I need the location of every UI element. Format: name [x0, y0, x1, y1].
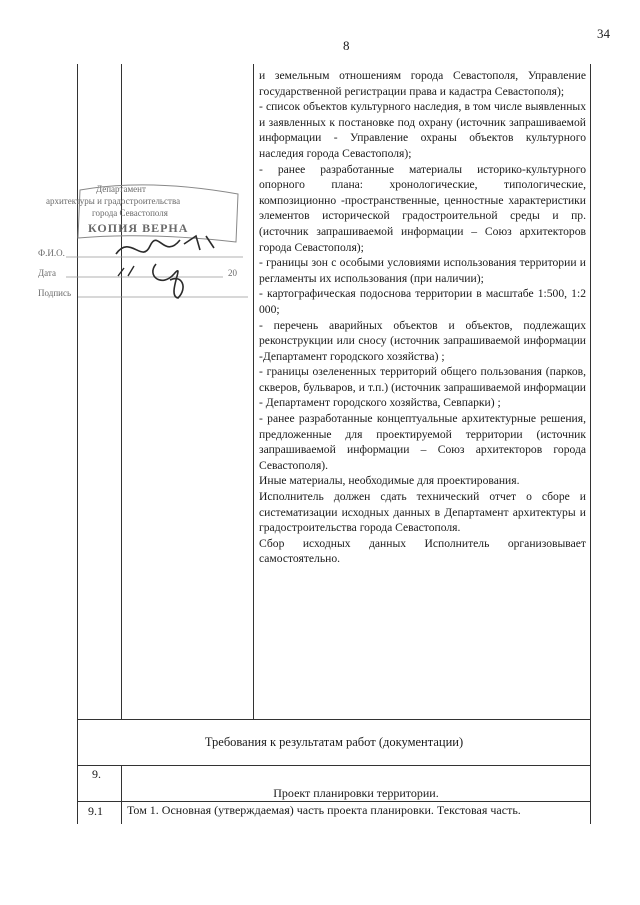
stamp-date-label: Дата	[38, 268, 56, 278]
page-number-top-right: 34	[597, 26, 610, 41]
row-9-1-text: Том 1. Основная (утверждаемая) часть проекта планировки. Текстовая часть.	[127, 803, 521, 817]
paragraph: - ранее разработанные материалы историко-культурного опорного плана: хронологические, типологические, композиционно -пространственные, ценностные характеристики элементов исторической градостроительной среды и пр. (источник запрашиваемой информации – Союз архитекторов города Севастополя);	[259, 162, 586, 254]
row-9-1-number: 9.1	[88, 804, 103, 818]
page-number-center: 8	[343, 38, 350, 53]
row-border-1	[77, 719, 591, 720]
paragraph: Исполнитель должен сдать технический отчет о сборе и систематизации исходных данных в Департамент архитектуры и градостроительства города Севастополя.	[259, 490, 586, 535]
stamp-line-1: Департамент	[96, 184, 146, 194]
stamp-line-3: города Севастополя	[92, 208, 168, 218]
paragraph: - список объектов культурного наследия, в том числе выявленных и заявленных к постановке под охрану (источник запрашиваемой информации - Управление охраны объектов культурного наследия города Севастополя);	[259, 100, 586, 160]
paragraph: и земельным отношениям города Севастополя, Управление государственной регистрации права и кадастра Севастополя);	[259, 69, 586, 98]
continued-cell-text	[259, 68, 586, 567]
stamp-line-2: архитектуры и градостроительства	[46, 196, 181, 206]
row-border-3	[77, 801, 591, 802]
paragraph: Сбор исходных данных Исполнитель организовывает самостоятельно.	[259, 536, 586, 566]
paragraph: Иные материалы, необходимые для проектирования.	[259, 474, 520, 488]
row-9-number: 9.	[92, 767, 101, 781]
table-left-border	[77, 64, 78, 824]
paragraph: - картографическая подоснова территории в масштабе 1:500, 1:2 000;	[259, 287, 586, 316]
stamp-sign-label: Подпись	[38, 288, 72, 298]
certification-stamp	[38, 184, 253, 304]
section-header: Требования к результатам работ (документации)	[204, 735, 464, 749]
stamp-line-4: КОПИЯ ВЕРНА	[88, 221, 189, 235]
paragraph: - перечень аварийных объектов и объектов, подлежащих реконструкции или сносу (источник запрашиваемой информации -Департамент городского хозяйства) ;	[259, 318, 586, 363]
row-9-text: Проект планировки территории.	[273, 786, 439, 800]
col-divider-1	[121, 64, 122, 720]
paragraph: - ранее разработанные концептуальные архитектурные решения, предложенные для проектируемой территории (источник запрашиваемой информации – Союз архитекторов города Севастополя).	[259, 412, 586, 472]
stamp-fio-label: Ф.И.О.	[38, 248, 65, 258]
row-border-2	[77, 765, 591, 766]
paragraph: - границы озелененных территорий общего пользования (парков, скверов, бульваров, и т.п.) (источник запрашиваемой информации - Департамент городского хозяйства, Севпарки) ;	[259, 365, 586, 410]
stamp-graphic	[38, 184, 253, 304]
signature-mark	[118, 266, 134, 276]
col-divider-2	[253, 64, 254, 720]
table-right-border	[590, 64, 591, 824]
paragraph: - границы зон с особыми условиями использования территории и регламенты их использования (при наличии);	[259, 256, 586, 285]
stamp-year-label: 20	[228, 268, 237, 278]
signature-mark	[153, 264, 183, 298]
